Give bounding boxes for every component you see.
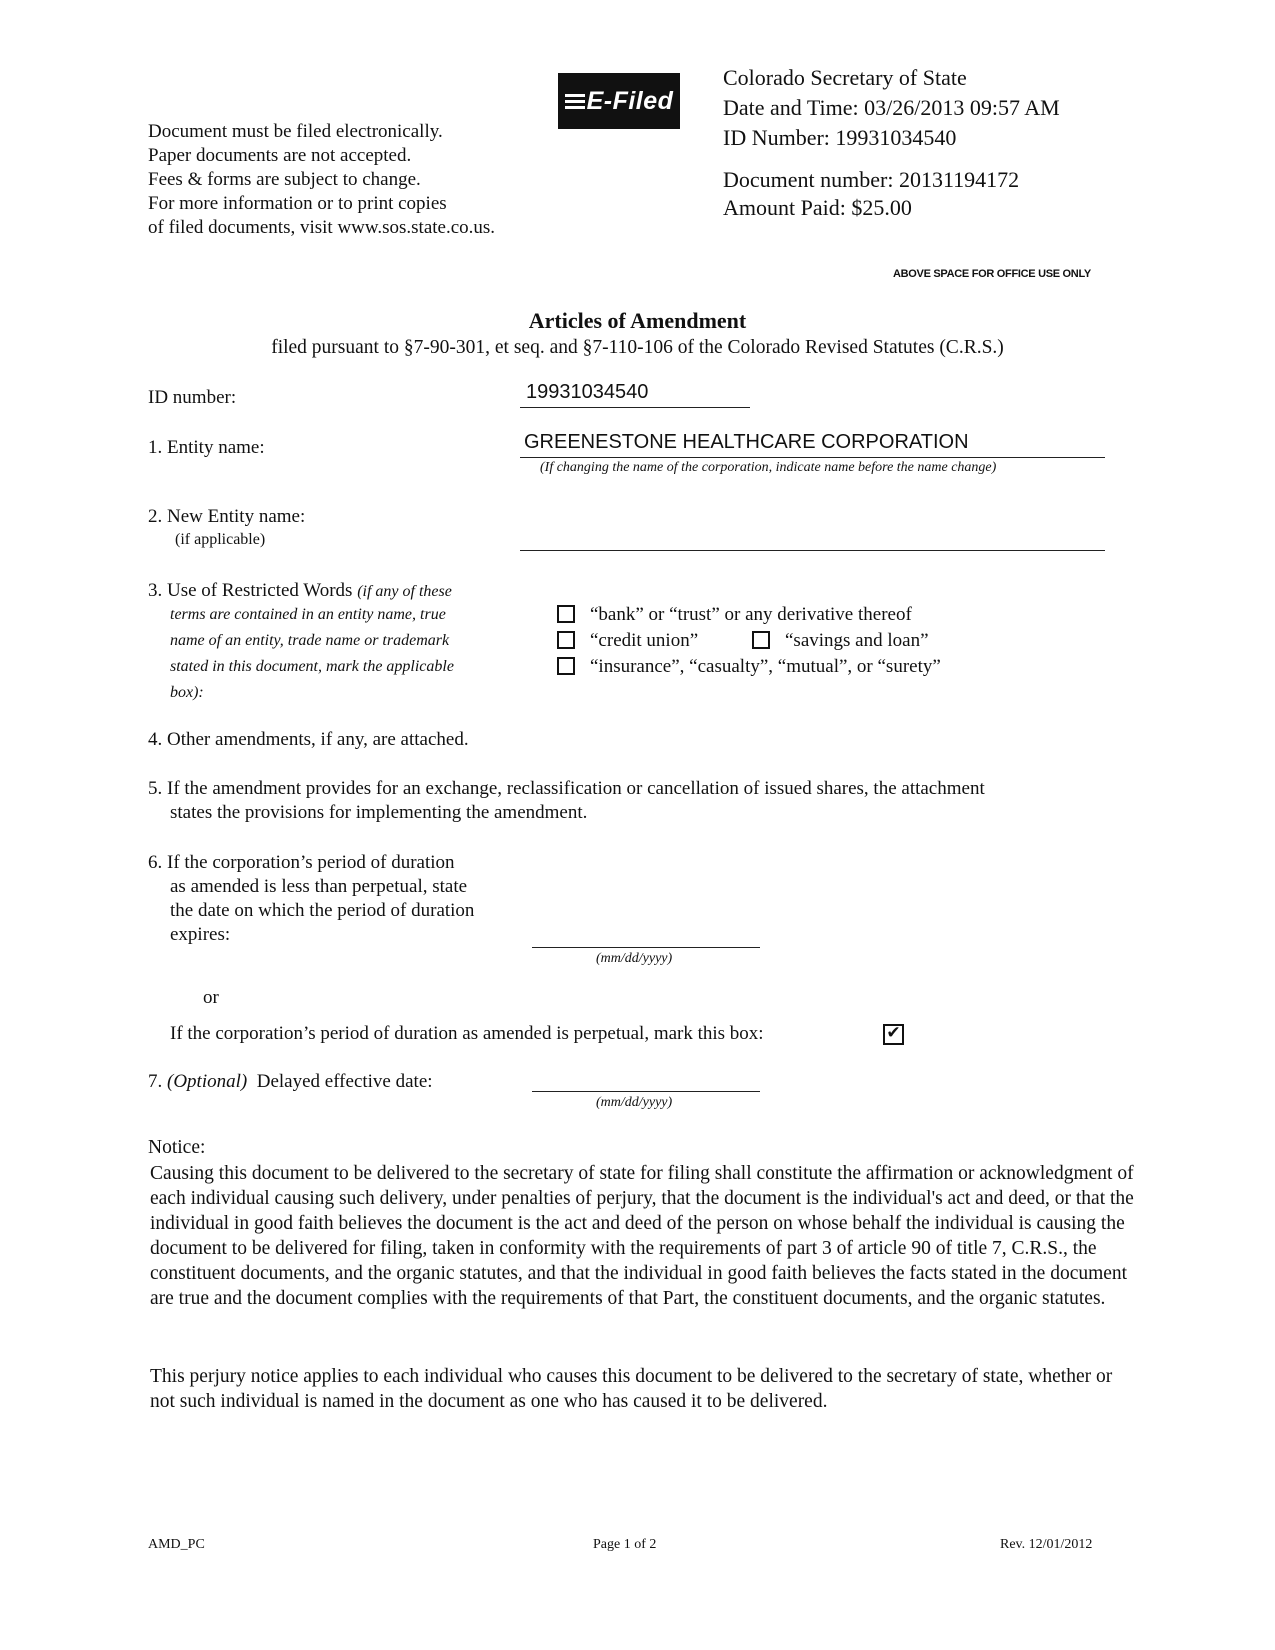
id-number-label: ID number: xyxy=(148,387,237,408)
efiled-logo-text: E-Filed xyxy=(586,86,674,115)
form-code: AMD_PC xyxy=(148,1537,205,1552)
notice-paragraph xyxy=(150,1161,1135,1311)
notice-paragraph-2: This perjury notice applies to each individual who causes this document to be delivered to the secretary of state, whether or not such individual is named in the document as one who has caused it to be delivered. xyxy=(150,1366,1113,1412)
notice-line: For more information or to print copies xyxy=(148,193,447,214)
credit-union-checkbox[interactable] xyxy=(557,631,575,649)
expiration-date-field[interactable] xyxy=(532,947,760,948)
restricted-words-label: 3. Use of Restricted Words xyxy=(148,580,358,601)
entity-name-note: (If changing the name of the corporation, indicate name before the name change) xyxy=(540,460,997,475)
page-number: Page 1 of 2 xyxy=(593,1537,657,1552)
notice-line: Paper documents are not accepted. xyxy=(148,145,412,166)
perpetual-text: If the corporation’s period of duration as amended is perpetual, mark this box: xyxy=(170,1023,764,1044)
item-6-text: as amended is less than perpetual, state xyxy=(170,876,468,897)
credit-union-label: “credit union” xyxy=(590,630,699,651)
savings-loan-checkbox[interactable] xyxy=(752,631,770,649)
perpetual-checkbox[interactable] xyxy=(883,1024,904,1045)
page-subtitle: filed pursuant to §7-90-301, et seq. and §7-110-106 of the Colorado Revised Statutes (C.R.S.) xyxy=(271,337,1004,358)
amount-paid: Amount Paid: $25.00 xyxy=(723,195,912,220)
efiled-logo xyxy=(558,73,680,129)
new-entity-name-label: 2. New Entity name: xyxy=(148,506,306,527)
office-name: Colorado Secretary of State xyxy=(723,65,967,90)
item-6-text: 6. If the corporation’s period of duration xyxy=(148,852,455,873)
bank-trust-label: “bank” or “trust” or any derivative thereof xyxy=(590,604,912,625)
item-4-text: 4. Other amendments, if any, are attached. xyxy=(148,729,469,750)
office-id-number: ID Number: 19931034540 xyxy=(723,125,957,150)
office-use-caption: ABOVE SPACE FOR OFFICE USE ONLY xyxy=(893,268,1091,280)
page-title: Articles of Amendment xyxy=(528,308,747,333)
item-7-label: Delayed effective date: xyxy=(256,1071,433,1092)
new-entity-name-sub: (if applicable) xyxy=(175,531,266,548)
insurance-checkbox[interactable] xyxy=(557,657,575,675)
restricted-words-hint: (if any of these xyxy=(357,583,452,600)
filing-date-time: Date and Time: 03/26/2013 09:57 AM xyxy=(723,95,1060,120)
notice-line: of filed documents, visit www.sos.state.co.us. xyxy=(148,217,496,238)
id-number-field[interactable]: 19931034540 xyxy=(526,381,649,403)
notice-heading: Notice: xyxy=(148,1137,206,1158)
item-6-text: expires: xyxy=(170,924,231,945)
restricted-words-hint: box): xyxy=(170,684,204,701)
savings-loan-label: “savings and loan” xyxy=(785,630,929,651)
or-text: or xyxy=(203,987,219,1008)
entity-name-underline xyxy=(520,457,1105,458)
bank-trust-checkbox[interactable] xyxy=(557,605,575,623)
checkmark-icon: ✔ xyxy=(886,1023,901,1043)
notice-paragraph-1: Causing this document to be delivered to the secretary of state for filing shall constitute the affirmation or acknowledgment of each individual causing such delivery, under penalties of perjury, that the document is the individual's act and deed, or that the individual in good faith believes the document is the act and deed of the person on whose behalf the individual is causing the document to be delivered for filing, taken in conformity with the requirements of part 3 of article 90 of title 7, C.R.S., the constituent documents, and the organic statutes, and that the individual in good faith believes the facts stated in the document are true and the document complies with the requirements of that Part, the constituent documents, and the organic statutes. xyxy=(150,1163,1134,1309)
item-7-optional: (Optional) xyxy=(167,1071,248,1092)
efiled-logo-icon xyxy=(565,91,585,112)
entity-name-field[interactable]: GREENESTONE HEALTHCARE CORPORATION xyxy=(524,431,969,453)
notice-line: Document must be filed electronically. xyxy=(148,121,443,142)
notice-line: Fees & forms are subject to change. xyxy=(148,169,421,190)
item-6-text: the date on which the period of duration xyxy=(170,900,475,921)
restricted-words-hint: name of an entity, trade name or trademark xyxy=(170,632,450,649)
item-5-text: states the provisions for implementing the amendment. xyxy=(170,802,588,823)
item-7-number: 7. xyxy=(148,1071,167,1092)
document-number: Document number: 20131194172 xyxy=(723,167,1020,192)
insurance-label: “insurance”, “casualty”, “mutual”, or “surety” xyxy=(590,656,941,677)
new-entity-name-field[interactable] xyxy=(520,550,1105,551)
item-5-text: 5. If the amendment provides for an exchange, reclassification or cancellation of issued shares, the attachment xyxy=(148,778,985,799)
entity-name-label: 1. Entity name: xyxy=(148,437,265,458)
delayed-date-hint: (mm/dd/yyyy) xyxy=(596,1095,673,1110)
delayed-effective-date-field[interactable] xyxy=(532,1091,760,1092)
expiration-date-hint: (mm/dd/yyyy) xyxy=(596,951,673,966)
perjury-paragraph xyxy=(150,1364,1135,1414)
revision-date: Rev. 12/01/2012 xyxy=(1000,1537,1093,1552)
restricted-words-hint: stated in this document, mark the applicable xyxy=(170,658,454,675)
restricted-words-hint: terms are contained in an entity name, true xyxy=(170,606,446,623)
id-number-underline xyxy=(520,407,750,408)
